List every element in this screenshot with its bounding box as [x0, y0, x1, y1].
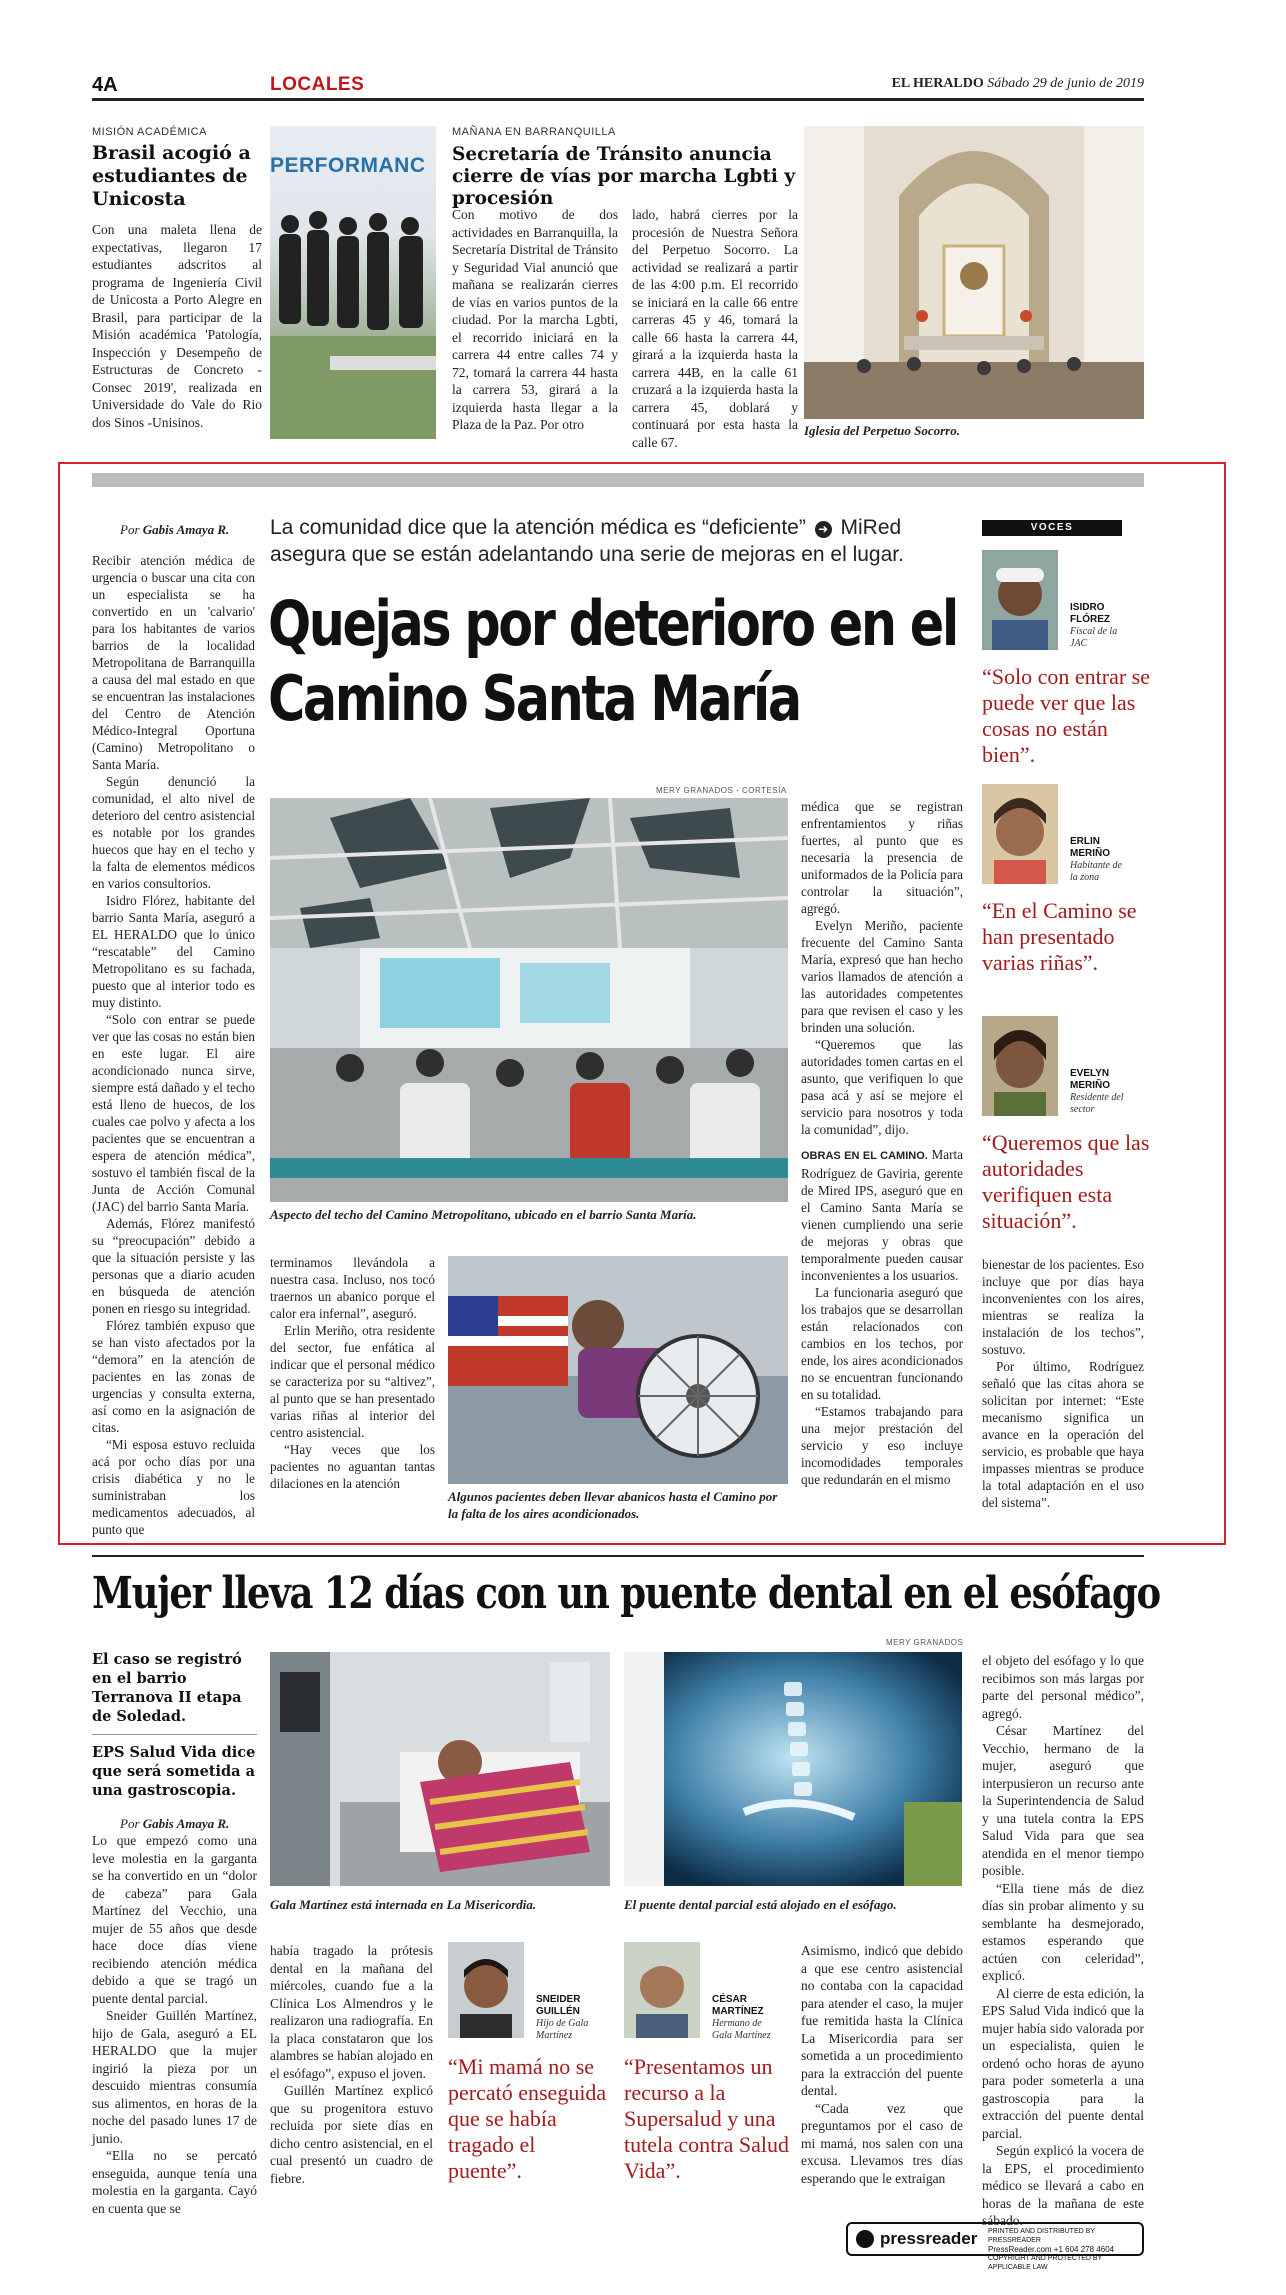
- person-role: Hermano de Gala Martínez: [712, 2018, 771, 2041]
- byline-name: Gabis Amaya R.: [142, 522, 230, 537]
- main-col3-p2: Evelyn Meriño, paciente frecuente del Camino Santa María, expresó que han hecho varios llamados de atención a las autoridades competentes para que revisen el caso y les brinden una solución.: [801, 918, 963, 1035]
- byline-prefix: Por: [120, 522, 140, 537]
- second-col4-p4: Al cierre de esta edición, la EPS Salud Vida indicó que la mujer había sido valorada por un especialista, quien le ordenó ocho horas de ayuno para poder someterla a una gastroscopia para la extracción del puente dental parcial.: [982, 1985, 1144, 2141]
- second-col1-p2: Sneider Guillén Martínez, hijo de Gala, aseguró a EL HERALDO que la mujer ingirió la pieza por un descuido mientras consumía sus alimentos, en horas de la noche del pasado lunes 17 de junio.: [92, 2008, 257, 2146]
- main-caption1: Aspecto del techo del Camino Metropolitano, ubicado en el barrio Santa María.: [270, 1207, 697, 1222]
- second-col1: [92, 1832, 257, 2217]
- brief-unicosta: [92, 126, 262, 431]
- second-col4-p2: César Martínez del Vecchio, hermano de la mujer, aseguró que interpusieron un recurso ante la Superintendencia de Salud y una tutela contra la EPS Salud Vida para que sea atendida en el menor tiempo posible.: [982, 1723, 1144, 1878]
- second-col1-p3: “Ella no se percató enseguida, aunque tenía una molestia en la garganta. Cayó en cuenta que se: [92, 2148, 257, 2216]
- person-quote: “Mi mamá no se percató enseguida que se había tragado el puente”.: [448, 2054, 607, 2183]
- hospital-bed-graphic: [270, 1652, 610, 1886]
- portrait-sneider: [448, 1942, 524, 2038]
- voz-quote: “Solo con entrar se puede ver que las cosas no están bien”.: [982, 664, 1150, 767]
- group-people-graphic: [270, 186, 436, 439]
- voz-quote: “Queremos que las autoridades verifiquen esta situación”.: [982, 1130, 1150, 1233]
- subhead-obras: OBRAS EN EL CAMINO.: [801, 1150, 928, 1162]
- main-col2-p2: Erlin Meriño, otra residente del sector, fue enfática al indicar que el personal médico se caracteriza por su “altivez”, al punto que se han presentado varias riñas al interior del centro asistencial.: [270, 1323, 435, 1440]
- xray-graphic: [624, 1652, 962, 1886]
- main-caption2: Algunos pacientes deben llevar abanicos hasta el Camino por la falta de los aires acondicionados.: [448, 1489, 778, 1521]
- main-photo-fan: [448, 1256, 788, 1484]
- second-col4-p1: el objeto del esófago y lo que recibimos son más largas por parte del personal médico”, agregó.: [982, 1653, 1144, 1721]
- second-col2-p2: Guillén Martínez explicó que su progenitora estuvo recluida por siete días en dicho centro asistencial, en el cual presentó un cuadro de fiebre.: [270, 2083, 433, 2186]
- second-col3: [801, 1942, 963, 2187]
- summary-2: EPS Salud Vida dice que será sometida a una gastroscopia.: [92, 1744, 256, 1799]
- pressreader-line1: PRINTED AND DISTRIBUTED BY PRESSREADER: [988, 2228, 1095, 2244]
- second-col4-p5: Según explicó la vocera de la EPS, el procedimiento médico se llevará a cabo en horas de la mañana de este sábado.: [982, 2143, 1144, 2228]
- second-photo-patient: [270, 1652, 610, 1886]
- second-col2: [270, 1942, 433, 2187]
- second-byline: [92, 1816, 257, 1832]
- second-col2-p1: había tragado la prótesis dental en la mañana del miércoles, cuando fue a la Clínica Los Almendros y le realizaron una radiografía. En la placa constataron que los alambres se habían alojado en el esófago”, expuso el joven.: [270, 1943, 433, 2081]
- voz-role: Residente del sector: [1070, 1092, 1124, 1115]
- voz-quote: “En el Camino se han presentado varias riñas”.: [982, 898, 1137, 975]
- voz-role: Fiscal de la JAC: [1070, 626, 1118, 649]
- brief2-kicker: MAÑANA EN BARRANQUILLA: [452, 126, 616, 138]
- section-label: LOCALES: [270, 74, 365, 95]
- person-name: SNEIDER GUILLÉN: [536, 1994, 581, 2017]
- newspaper-name: EL HERALDO: [891, 76, 984, 91]
- deck-part1: La comunidad dice que la atención médica es “deficiente”: [270, 516, 806, 539]
- second-col3-p2: “Cada vez que preguntamos por el caso de mi mamá, nos salen con una excusa. Llevamos tres días esperando que le extraigan: [801, 2100, 963, 2186]
- main-col3: [801, 798, 963, 1488]
- main-col2-p1: terminamos llevándola a nuestra casa. Incluso, nos tocó traernos un abanico porque el calor era infernal”, aseguró.: [270, 1255, 435, 1321]
- main-photo-ceiling: [270, 798, 788, 1202]
- byline-prefix: Por: [120, 1816, 140, 1831]
- second-photo-credit: MERY GRANADOS: [886, 1638, 964, 1647]
- voz-name: ERLIN MERIÑO: [1070, 836, 1110, 859]
- church-caption: Iglesia del Perpetuo Socorro.: [804, 423, 960, 438]
- voz-role: Habitante de la zona: [1070, 860, 1122, 883]
- page-number: 4A: [92, 74, 118, 96]
- brief-body: Con una maleta llena de expectativas, llegaron 17 estudiantes adscritos al programa de Ingeniería Civil de Unicosta a Porto Alegre en Brasil, para participar de la Misión académica 'Patología, Inspección y Desempeño de Estructuras de Concreto - Consec 2019', realizada en Universidade do Vale do Rio dos Sinos -Unisinos.: [92, 222, 262, 430]
- main-col3-p4: [801, 1146, 963, 1284]
- deck-part2: MiRed asegura que se están adelantando una serie de mejoras en el lugar.: [270, 516, 904, 566]
- main-col2: [270, 1254, 435, 1492]
- main-col4: [982, 1256, 1144, 1511]
- main-col1-p2: Según denunció la comunidad, el alto nivel de deterioro del centro asistencial es notable por los grandes huecos que hay en el techo y la falta de elementos médicos en varios consultorios.: [92, 774, 255, 891]
- main-col1: [92, 552, 255, 1538]
- main-photo-credit: MERY GRANADOS - CORTESÍA: [656, 786, 787, 795]
- second-top-rule: [92, 1555, 1144, 1557]
- pressreader-line2: PressReader.com +1 604 278 4604: [988, 2245, 1115, 2254]
- main-col3-p3: “Queremos que las autoridades tomen cartas en el asunto, que verifiquen lo que pasa acá y así se mejore el servicio para nosotros y toda la comunidad”, dijo.: [801, 1037, 963, 1137]
- main-col1-p6: Flórez también expuso que se han visto afectados por la “demora” en la atención de pacientes en las zonas de urgencias y consulta externa, así como en la asignación de citas.: [92, 1318, 255, 1435]
- patient-fan-graphic: [448, 1256, 788, 1484]
- church-interior-graphic: [804, 126, 1144, 419]
- portrait-evelyn: [982, 1016, 1058, 1116]
- second-headline: Mujer lleva 12 días con un puente dental en el esófago: [92, 1568, 1160, 1619]
- pressreader-info: [988, 2227, 1142, 2272]
- banner-text: PERFORMANC: [270, 154, 426, 177]
- person-role: Hijo de Gala Martínez: [536, 2018, 589, 2041]
- main-col4-p1: bienestar de los pacientes. Eso incluye que por días haya inconvenientes con los aires, mientras se realiza la instalación de los techos”, sostuvo.: [982, 1257, 1144, 1357]
- voces-label: VOCES: [982, 520, 1122, 536]
- main-col3-p6: “Estamos trabajando para una mejor prestación del servicio y eso incluye incomodidades temporales que redundarán en el mismo: [801, 1404, 963, 1487]
- main-col1-p7: “Mi esposa estuvo recluida acá por ocho días por una crisis diabética y no le suministraban los medicamentos adecuados, al punto que: [92, 1437, 255, 1537]
- arrow-right-icon: ➜: [815, 521, 832, 538]
- edition-date: Sábado 29 de junio de 2019: [987, 76, 1144, 91]
- main-col3-p1: médica que se registran enfrentamientos y riñas fuertes, al punto que es necesaria la presencia de uniformados de la Policía para controlar la situación”, agregó.: [801, 799, 963, 916]
- main-col1-p3: Isidro Flórez, habitante del barrio Santa María, aseguró a EL HERALDO que lo único “rescatable” del Camino Metropolitano es su fachada, puesto que al interior todo es muy distinto.: [92, 893, 255, 1010]
- main-col2-p3: “Hay veces que los pacientes no aguantan tantas dilaciones en la atención: [270, 1442, 435, 1491]
- portrait-isidro: [982, 550, 1058, 650]
- main-col1-p4: “Solo con entrar se puede ver que las cosas no están bien en este lugar. El aire acondicionado nunca sirve, siempre está dañado y el techo está lleno de huecos, de los cuales cae polvo y afecta a los pacientes que se encuentran a espera de atención médica”, sostuvo el también fiscal de la Junta de Acción Comunal (JAC) del barrio Santa María.: [92, 1012, 255, 1214]
- person-quote: “Presentamos un recurso a la Supersalud y una tutela contra Salud Vida”.: [624, 2054, 789, 2183]
- brief-title: Brasil acogió a estudiantes de Unicosta: [92, 142, 251, 210]
- second-col4: [982, 1652, 1144, 2230]
- portrait-cesar: [624, 1942, 700, 2038]
- second-caption2: El puente dental parcial está alojado en el esófago.: [624, 1897, 897, 1912]
- summary-1: El caso se registró en el barrio Terranova II etapa de Soledad.: [92, 1650, 257, 1735]
- brief2-title: Secretaría de Tránsito anuncia cierre de vías por marcha Lgbti y procesión: [452, 144, 796, 209]
- brief-kicker: MISIÓN ACADÉMICA: [92, 126, 207, 138]
- brief-transito: [452, 126, 798, 450]
- main-col1-p5: Además, Flórez manifestó su “preocupación” debido a que la situación persiste y las personas que a diario acuden en búsqueda de atención ponen en riesgo su integridad.: [92, 1216, 255, 1316]
- main-headline: Quejas por deterioro en el Camino Santa María: [268, 587, 957, 735]
- main-deck: [270, 514, 960, 568]
- person-name: CÉSAR MARTÍNEZ: [712, 1994, 764, 2017]
- main-col4-p2: Por último, Rodríguez señaló que las citas ahora se solicitan por internet: “Este mecanismo significa un avance en la operación del servicio, es probable que haya impasses mientras se produce la total adaptación en el uso del sistema”.: [982, 1359, 1144, 1510]
- pressreader-brand: pressreader: [880, 2229, 978, 2248]
- second-col3-p1: Asimismo, indicó que debido a que ese centro asistencial no contaba con la capacidad para atender el caso, la mujer fue remitida hasta la Clínica La Misericordia para ser sometida a un procedimiento para la extracción del puente dental.: [801, 1943, 963, 2098]
- second-summary: [92, 1650, 257, 1832]
- main-col3-p4-text: Marta Rodríguez de Gaviria, gerente de Mired IPS, aseguró que en el Camino Santa María se vienen cumpliendo una serie de mejoras y obras que temporalmente pueden causar inconvenientes a los usuarios.: [801, 1147, 963, 1283]
- pressreader-badge: [846, 2222, 1144, 2271]
- brief2-col1: Con motivo de dos actividades en Barranquilla, la Secretaría Distrital de Tránsito y Seguridad Vial anunció que mañana se realizarán cierres de vías en varios puntos de la ciudad. Por la marcha Lgbti, el recorrido iniciará en la carrera 44 entre calles 74 y 72, tomará la carrera 44 hasta la carrera 53, girará a la izquierda hasta llegar a la Plaza de la Paz. Por otro: [452, 207, 618, 432]
- pressreader-line3: COPYRIGHT AND PROTECTED BY APPLICABLE LAW: [988, 2255, 1103, 2271]
- pressreader-logo-icon: [856, 2230, 874, 2248]
- main-col3-p5: La funcionaria aseguró que los trabajos que se desarrollan están relacionados con cambios en los techos, por ende, los aires acondicionados no se encuentran funcionando en su totalidad.: [801, 1285, 963, 1402]
- second-caption1: Gala Martínez está internada en La Misericordia.: [270, 1897, 537, 1912]
- byline-name: Gabis Amaya R.: [142, 1816, 230, 1831]
- church-photo: [804, 126, 1144, 419]
- masthead-info: [892, 76, 1144, 92]
- voz-name: EVELYN MERIÑO: [1070, 1068, 1110, 1091]
- page-header: [92, 72, 1144, 101]
- second-col1-p1: Lo que empezó como una leve molestia en la garganta se ha convertido en un “dolor de cabeza” para Gala Martínez del Vecchio, una mujer de 55 años que desde hace doce días viene recibiendo atención médica debido a que se tragó un puente dental parcial.: [92, 1833, 257, 2006]
- clinic-waiting-room-graphic: [270, 798, 788, 1202]
- main-byline: [120, 522, 229, 538]
- main-top-rule: [92, 473, 1144, 487]
- second-col4-p3: “Ella tiene más de diez días sin probar alimento y su semblante ha desmejorado, estamos esperando que actúen con celeridad”, explicó.: [982, 1880, 1144, 1983]
- unicosta-photo: [270, 126, 436, 439]
- portrait-erlin: [982, 784, 1058, 884]
- voz-name: ISIDRO FLÓREZ: [1070, 602, 1110, 625]
- second-photo-xray: [624, 1652, 962, 1886]
- brief2-col2: lado, habrá cierres por la procesión de Nuestra Señora del Perpetuo Socorro. La actividad se realizará a partir de las 4:00 p.m. El recorrido se iniciará en la calle 66 entre carreras 45 y 46, tomará la calle 66 hasta la carrera 44, girará a la izquierda hasta la carrera 44B, en la calle 61 cruzará a la izquierda hasta la carrera 45, doblará y continuará por esta hasta la calle 67.: [632, 207, 798, 450]
- main-col1-p1: Recibir atención médica de urgencia o buscar una cita con un especialista se ha convertido en un 'calvario' para los habitantes de varios barrios de la localidad Metropolitana de Barranquilla a causa del mal estado en que se encuentran las instalaciones del Centro de Atención Médico-Integral Oportuna (Camino) Metropolitano o Santa María.: [92, 553, 255, 772]
